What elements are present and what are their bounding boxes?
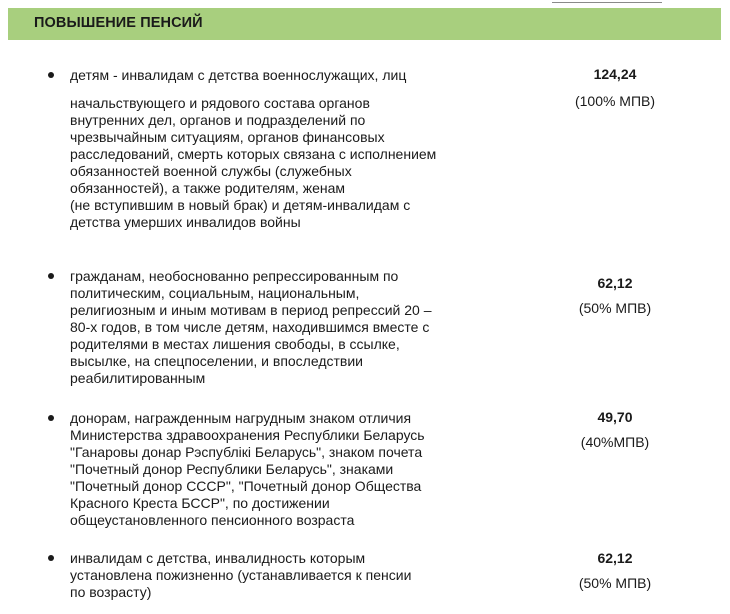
entry-text-line: начальствующего и рядового состава органов [70, 95, 370, 111]
entry-text-line: общеустановленного пенсионного возраста [70, 512, 355, 528]
bullet-icon [48, 72, 54, 78]
bullet-icon [48, 273, 54, 279]
entry-text-line: родителями в местах лишения свободы, в ссылке, [70, 336, 400, 352]
entry-text-line: расследований, смерть которых связана с исполнением [70, 146, 437, 162]
entry-text-line: "Почетный донор СССР", "Почетный донор Общества [70, 478, 422, 494]
entry-text-line: политическим, социальным, национальным, [70, 285, 360, 301]
entry-text-line: "Почетный донор Республики Беларусь", знаками [70, 461, 394, 477]
entry-text-line: донорам, награжденным нагрудным знаком отличия [70, 410, 412, 426]
entry-text-line: Министерства здравоохранения Республики Беларусь [70, 427, 425, 443]
bullet-icon [48, 415, 54, 421]
amount-value: 62,12 [597, 275, 633, 291]
amount-value: 124,24 [593, 66, 637, 82]
amount-percent: (50% МПВ) [578, 575, 652, 591]
amount-percent: (50% МПВ) [578, 300, 652, 316]
entry-text-line: обязанностей), а также родителям, женам [70, 180, 345, 196]
entry-text-line: детства умерших инвалидов войны [70, 214, 301, 230]
entry-text-line: по возрасту) [70, 584, 152, 600]
entry-text-line: инвалидам с детства, инвалидность которым [70, 550, 366, 566]
amount-percent: (100% МПВ) [574, 93, 656, 109]
entry-text-line: религиозным и иным мотивам в период репрессий 20 – [70, 302, 432, 318]
bullet-icon [48, 555, 54, 561]
entry-text-line: (не вступившим в новый брак) и детям-инвалидам с [70, 197, 411, 213]
entry-text-line: обязанностей военной службы (служебных [70, 163, 352, 179]
amount-value: 49,70 [597, 409, 633, 425]
top-rule-fragment [552, 0, 662, 3]
entry-text-line: чрезвычайным ситуациям, органов финансовых [70, 129, 385, 145]
entry-text-line: 80-х годов, в том числе детям, находившимся вместе с [70, 319, 430, 335]
entry-text-line: "Ганаровы донар Рэспублiкi Беларусь", знаком почета [70, 444, 423, 460]
amount-percent: (40%МПВ) [580, 434, 650, 450]
amount-value: 62,12 [597, 550, 633, 566]
entry-text-line: установлена пожизненно (устанавливается к пенсии [70, 567, 412, 583]
entry-text-line: реабилитированным [70, 370, 206, 386]
entry-text-line: детям - инвалидам с детства военнослужащих, лиц [70, 67, 407, 83]
entry-text-line: гражданам, необоснованно репрессированным по [70, 268, 399, 284]
entry-text-line: высылке, на спецпоселении, и впоследствии [70, 353, 363, 369]
entry-text-line: внутренних дел, органов и подразделений по [70, 112, 366, 128]
section-title: ПОВЫШЕНИЕ ПЕНСИЙ [34, 15, 203, 31]
entry-text-line: Красного Креста БССР", по достижении [70, 495, 330, 511]
